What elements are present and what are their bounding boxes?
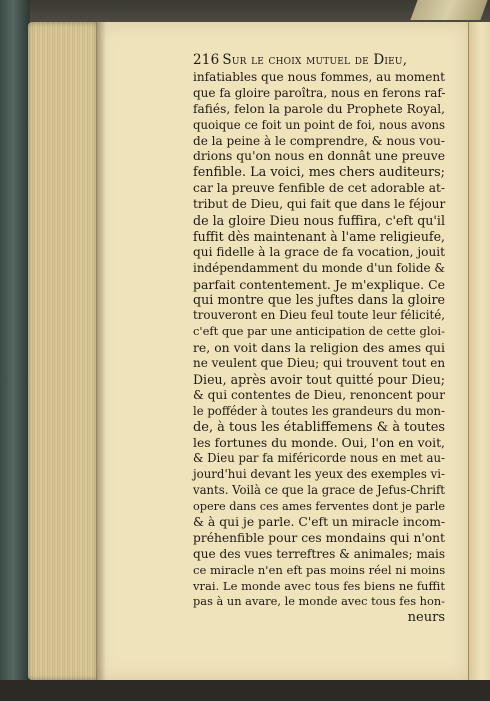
text-line: fenfible. La voici, mes chers auditeurs;: [193, 165, 445, 181]
text-lines: [193, 70, 445, 626]
text-line: infatiables que nous fommes, au moment: [193, 70, 445, 84]
text-line: ce miracle n'en eft pas moins réel ni moins: [193, 562, 446, 577]
text-line: trouveront en Dieu feul toute leur félicité,: [193, 308, 445, 323]
text-line: parfait contentement. Je m'explique. Ce: [193, 276, 445, 292]
text-line: vrai. Le monde avec tous fes biens ne fuffit: [193, 578, 445, 593]
text-line: fuffit dès maintenant à l'ame religieufe,: [193, 228, 445, 244]
text-line: indépendamment du monde d'un folide &: [193, 260, 445, 275]
page-header: [193, 52, 445, 68]
page-number: 216: [193, 52, 220, 68]
page-stack-edge: [28, 22, 98, 680]
text-line: & Dieu par fa miféricorde nous en met au-: [193, 451, 445, 466]
text-line: qui montre que les juftes dans la gloire: [193, 292, 445, 308]
text-line: tribut de Dieu, qui fait que dans le féjour: [193, 197, 446, 212]
text-line: préhenfible pour ces mondains qui n'ont: [193, 530, 445, 545]
text-line: quoique ce foit un point de foi, nous avons: [193, 117, 445, 132]
book-cover-edge: [0, 0, 30, 701]
text-line: que des vues terreftres & animales; mais: [193, 546, 446, 561]
catchword: neurs: [407, 610, 445, 626]
text-line: re, on voit dans la religion des ames qui: [193, 340, 445, 356]
gutter-shadow: [96, 22, 106, 680]
running-head: Sur le choix mutuel de Dieu,: [222, 52, 408, 68]
text-line: que fa gloire paroîtra, nous en ferons raf-: [193, 85, 446, 100]
text-line: jourd'hui devant les yeux des exemples vi-: [193, 467, 446, 482]
text-line: & à qui je parle. C'eft un miracle incom-: [193, 514, 446, 529]
text-line: de la gloire Dieu nous fuffira, c'eft qu'il: [193, 213, 445, 229]
text-line: vants. Voilà ce que la grace de Jefus-Chrift: [193, 483, 445, 498]
text-line: opere dans ces ames ferventes dont je parle: [193, 500, 446, 514]
text-line: & qui contentes de Dieu, renoncent pour: [193, 387, 445, 402]
book-bottom-edge: [0, 680, 490, 701]
text-line: ne veulent que Dieu; qui trouvent tout en: [193, 356, 446, 371]
text-line: fafiés, felon la parole du Prophete Royal,: [193, 101, 445, 116]
text-line: c'eft que par une anticipation de cette gloi-: [193, 324, 445, 339]
text-line: de la peine à le comprendre, & nous vou-: [193, 133, 445, 148]
text-line: car la preuve fenfible de cet adorable at-: [193, 181, 445, 196]
bookmark-ribbon: [410, 0, 487, 20]
text-line: Dieu, après avoir tout quitté pour Dieu;: [193, 371, 445, 387]
text-line: de, à tous les établiffemens & à toutes: [193, 419, 445, 435]
text-line: drions qu'on nous en donnât une preuve: [193, 149, 446, 164]
page-text: [193, 52, 445, 626]
facing-page-edge: [468, 22, 490, 680]
text-line: pas à un avare, le monde avec tous fes hon-: [193, 594, 446, 609]
text-line: qui fidelle à la grace de fa vocation, jouit: [193, 244, 445, 259]
text-line: les fortunes du monde. Oui, l'on en voit,: [193, 435, 445, 451]
text-line: le pofféder à toutes les grandeurs du mon-: [193, 403, 445, 418]
